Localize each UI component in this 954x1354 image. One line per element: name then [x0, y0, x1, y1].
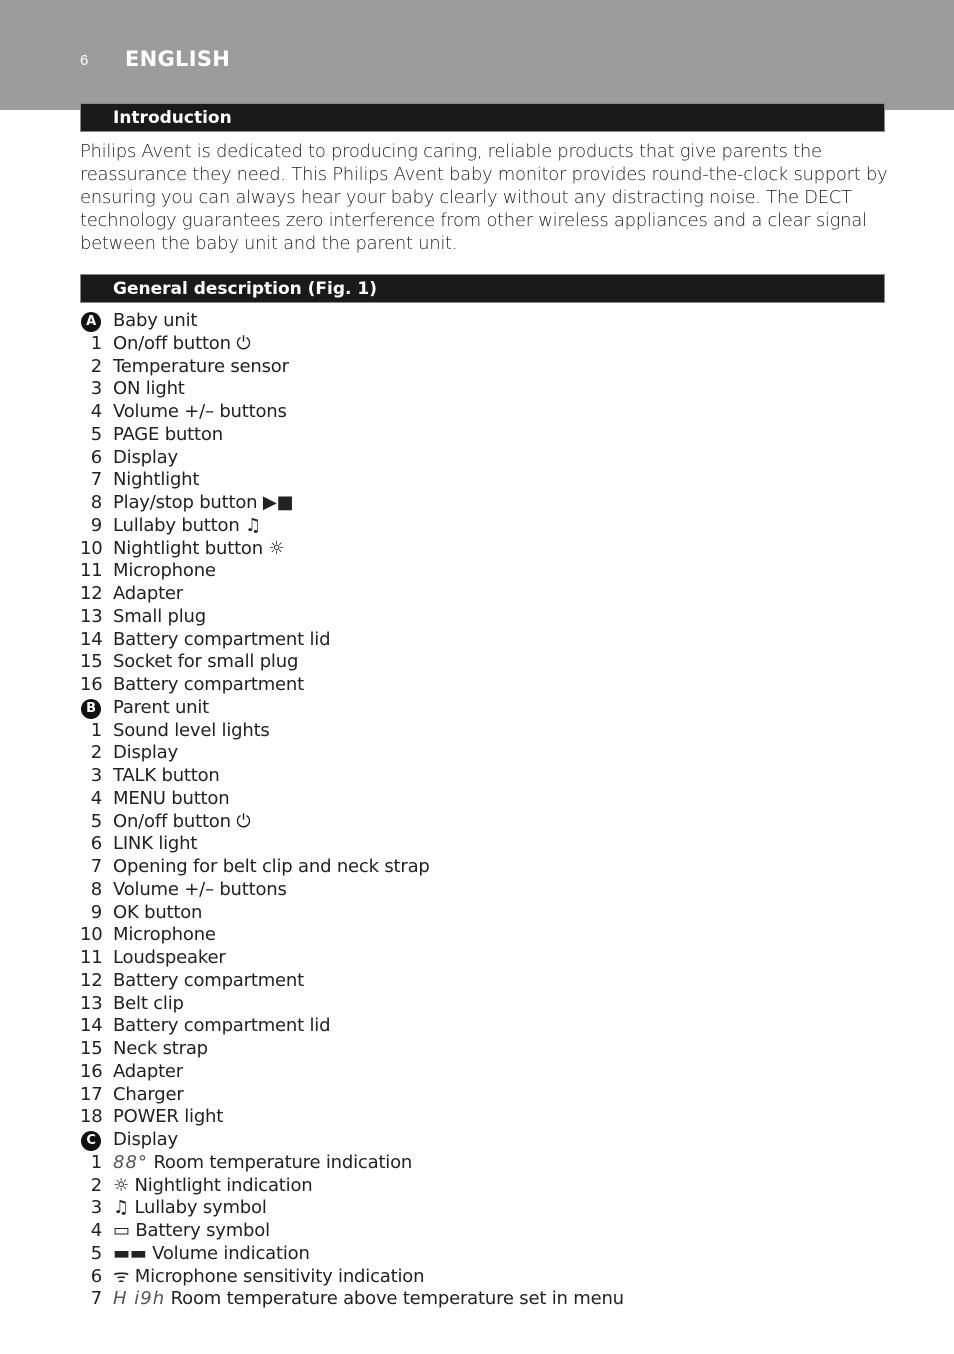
item-label-wrap — [113, 515, 261, 538]
list-item — [80, 765, 880, 788]
item-label-wrap — [113, 1266, 424, 1289]
item-label: TALK button — [113, 765, 220, 786]
introduction-paragraph: Philips Avent is dedicated to producing caring, reliable products that give parents the reassurance they need. This Philips Avent baby monitor provides round-the-clock support by ensuring you can always hear your baby clearly without any distracting noise. The DECT technology guarantees zero interference from other wireless appliances and a clear signal between the baby unit and the parent unit. — [80, 141, 888, 254]
list-item — [80, 788, 880, 811]
item-number: 7 — [90, 1288, 102, 1310]
item-number: 11 — [80, 947, 103, 968]
item-number: 1 — [90, 1151, 102, 1173]
list-item — [80, 811, 880, 834]
list-item — [80, 1220, 880, 1243]
battery-icon: ▭ — [113, 1220, 130, 1241]
music-note-icon: ♫ — [113, 1197, 129, 1219]
item-label: Small plug — [113, 605, 206, 627]
list-item — [80, 993, 880, 1016]
list-item — [80, 356, 880, 379]
item-label: Battery compartment lid — [113, 628, 331, 650]
item-label: ON light — [113, 378, 185, 400]
list-item — [80, 833, 880, 856]
list-item — [80, 447, 880, 470]
high-temperature-icon: H i9h — [113, 1288, 166, 1310]
group-badge: C — [81, 1131, 101, 1151]
list-item — [80, 1038, 880, 1061]
list-item — [80, 424, 880, 447]
list-item — [80, 902, 880, 925]
item-label: Microphone — [113, 924, 216, 946]
item-label: Battery compartment — [113, 969, 304, 991]
item-label: OK button — [113, 901, 203, 923]
item-label: Loudspeaker — [113, 947, 226, 968]
item-label: Display — [113, 1129, 178, 1150]
list-item — [80, 674, 880, 697]
item-number: 2 — [90, 1174, 102, 1196]
item-label-wrap — [113, 560, 216, 583]
item-label: Volume indication — [152, 1242, 310, 1264]
item-number: 13 — [80, 992, 103, 1014]
item-number: 8 — [90, 492, 102, 513]
list-item — [80, 879, 880, 902]
list-item — [80, 515, 880, 538]
item-label: On/off button — [113, 810, 231, 832]
item-label-wrap — [113, 970, 304, 993]
item-label: Temperature sensor — [113, 355, 289, 377]
item-number: 18 — [80, 1106, 103, 1128]
item-number: 11 — [80, 560, 103, 582]
list-group-heading — [80, 1129, 880, 1152]
item-label: Battery symbol — [135, 1220, 270, 1241]
nightlight-icon: ☼ — [113, 1174, 129, 1196]
item-label: LINK light — [113, 833, 198, 855]
item-label: Lullaby button — [113, 514, 240, 536]
list-item — [80, 1084, 880, 1107]
item-label-wrap — [113, 583, 183, 606]
item-number: 2 — [90, 355, 102, 377]
item-label: Sound level lights — [113, 719, 270, 741]
item-label: Battery compartment lid — [113, 1015, 331, 1037]
item-label: Volume +/– buttons — [113, 878, 287, 900]
item-label: Baby unit — [113, 310, 198, 331]
list-item — [80, 1106, 880, 1129]
list-group-heading — [80, 310, 880, 333]
item-number: 2 — [90, 742, 102, 764]
item-number: 9 — [90, 514, 102, 536]
item-label-wrap — [113, 492, 293, 515]
section-heading-general-description — [80, 274, 885, 303]
item-label: Microphone — [113, 560, 216, 582]
item-label-wrap — [113, 833, 197, 856]
item-label-wrap — [113, 947, 226, 970]
item-label-wrap — [113, 378, 185, 401]
item-label-wrap — [113, 1038, 208, 1061]
group-badge: B — [81, 699, 101, 719]
item-number: 7 — [90, 856, 102, 877]
item-label: Adapter — [113, 1060, 184, 1082]
item-label-wrap — [113, 1061, 183, 1084]
item-label: Adapter — [113, 583, 184, 604]
list-item — [80, 1197, 880, 1220]
list-item — [80, 401, 880, 424]
item-label: Neck strap — [113, 1038, 208, 1059]
item-label: Battery compartment — [113, 674, 304, 695]
item-number: 13 — [80, 605, 103, 627]
list-item — [80, 469, 880, 492]
item-number: 1 — [90, 332, 102, 354]
item-label-wrap — [113, 720, 270, 743]
item-label: Socket for small plug — [113, 651, 299, 673]
item-number: 4 — [90, 787, 102, 809]
item-label-wrap — [113, 1106, 223, 1129]
component-list — [80, 310, 880, 1311]
list-item — [80, 947, 880, 970]
list-item — [80, 629, 880, 652]
item-label: Lullaby symbol — [134, 1197, 267, 1219]
item-label-wrap — [113, 469, 199, 492]
item-label: Nightlight — [113, 469, 200, 491]
item-number: 5 — [90, 423, 102, 445]
item-label-wrap — [113, 1175, 312, 1198]
item-label-wrap — [113, 765, 220, 788]
item-label-wrap — [113, 538, 284, 561]
item-label-wrap — [113, 1197, 267, 1220]
language-title: ENGLISH — [125, 47, 231, 71]
item-number: 3 — [90, 1197, 102, 1219]
nightlight-icon: ☼ — [268, 537, 285, 559]
item-number: 12 — [80, 969, 103, 991]
item-number: 4 — [90, 401, 102, 422]
item-label: PAGE button — [113, 423, 223, 445]
item-number: 6 — [90, 446, 102, 468]
item-label-wrap — [113, 811, 250, 834]
item-label-wrap — [113, 788, 229, 811]
volume-bars-icon: ▬▬ — [113, 1242, 147, 1264]
power-icon: ⏻ — [236, 810, 251, 832]
item-number: 5 — [90, 810, 102, 832]
list-item — [80, 1175, 880, 1198]
item-label: Display — [113, 742, 178, 764]
item-label-wrap — [113, 447, 178, 470]
section-title: Introduction — [113, 108, 232, 128]
item-number: 1 — [90, 719, 102, 741]
item-label-wrap — [113, 742, 178, 765]
item-label-wrap — [113, 879, 287, 902]
item-label: MENU button — [113, 787, 230, 809]
item-label-wrap — [113, 1015, 330, 1038]
item-label-wrap — [113, 856, 430, 879]
item-number: 12 — [80, 583, 103, 604]
item-label-wrap — [113, 993, 184, 1016]
list-item — [80, 1243, 880, 1266]
item-label: Opening for belt clip and neck strap — [113, 856, 430, 877]
item-label: On/off button — [113, 332, 231, 354]
item-number: 6 — [90, 833, 102, 855]
list-item — [80, 970, 880, 993]
list-item — [80, 1015, 880, 1038]
item-number: 5 — [90, 1242, 102, 1264]
item-label-wrap — [113, 310, 197, 333]
item-label-wrap — [113, 1288, 624, 1311]
item-label-wrap — [113, 606, 206, 629]
item-label: Room temperature indication — [153, 1151, 413, 1173]
list-item — [80, 606, 880, 629]
section-heading-introduction — [80, 103, 885, 132]
list-item — [80, 538, 880, 561]
list-item — [80, 1152, 880, 1175]
item-label: Nightlight button — [113, 537, 263, 559]
list-item — [80, 583, 880, 606]
item-number: 15 — [80, 651, 103, 673]
page-number: 6 — [80, 52, 89, 69]
item-label-wrap — [113, 1129, 178, 1152]
list-item — [80, 720, 880, 743]
list-item — [80, 1288, 880, 1311]
item-label-wrap — [113, 651, 298, 674]
item-label: POWER light — [113, 1106, 224, 1128]
item-number: 7 — [90, 469, 102, 491]
list-group-heading — [80, 697, 880, 720]
item-label-wrap — [113, 333, 250, 356]
list-item — [80, 924, 880, 947]
item-number: 3 — [90, 765, 102, 786]
music-note-icon: ♫ — [245, 514, 261, 536]
section-title: General description (Fig. 1) — [113, 279, 377, 299]
item-label: Parent unit — [113, 696, 210, 718]
item-label-wrap — [113, 629, 330, 652]
item-number: 17 — [80, 1083, 103, 1105]
item-label-wrap — [113, 924, 216, 947]
list-item — [80, 651, 880, 674]
item-number: 6 — [90, 1265, 102, 1287]
item-number: 10 — [80, 537, 103, 559]
item-number: 8 — [90, 878, 102, 900]
item-number: 16 — [80, 1060, 103, 1082]
item-label: Play/stop button — [113, 492, 258, 513]
item-label: Nightlight indication — [134, 1174, 313, 1196]
item-label-wrap — [113, 1220, 270, 1243]
header-band — [0, 0, 954, 110]
item-label-wrap — [113, 697, 209, 720]
list-item — [80, 1061, 880, 1084]
item-label-wrap — [113, 1084, 184, 1107]
item-label: Display — [113, 446, 178, 468]
item-label-wrap — [113, 1243, 310, 1266]
item-number: 14 — [80, 628, 103, 650]
list-item — [80, 378, 880, 401]
item-number: 14 — [80, 1015, 103, 1037]
list-item — [80, 560, 880, 583]
item-label-wrap — [113, 356, 289, 379]
list-item — [80, 856, 880, 879]
item-number: 16 — [80, 674, 103, 695]
list-item — [80, 742, 880, 765]
list-item — [80, 333, 880, 356]
item-number: 10 — [80, 924, 103, 946]
item-label: Volume +/– buttons — [113, 401, 287, 422]
item-number: 4 — [90, 1220, 102, 1241]
item-label-wrap — [113, 1152, 412, 1175]
temperature-digits-icon: 88° — [113, 1151, 148, 1173]
item-label-wrap — [113, 674, 304, 697]
item-label-wrap — [113, 424, 223, 447]
list-item — [80, 492, 880, 515]
power-icon: ⏻ — [236, 332, 251, 354]
play-stop-icon: ▶■ — [262, 492, 294, 513]
item-label: Room temperature above temperature set in menu — [170, 1288, 624, 1310]
list-item — [80, 1266, 880, 1289]
item-number: 15 — [80, 1038, 103, 1059]
group-badge: A — [81, 312, 101, 332]
item-number: 9 — [90, 901, 102, 923]
item-label: Charger — [113, 1083, 184, 1105]
item-label-wrap — [113, 401, 287, 424]
item-label: Microphone sensitivity indication — [134, 1265, 425, 1287]
sensitivity-icon: ᯤ — [113, 1265, 130, 1287]
item-number: 3 — [90, 378, 102, 400]
item-label-wrap — [113, 902, 202, 925]
item-label: Belt clip — [113, 992, 184, 1014]
